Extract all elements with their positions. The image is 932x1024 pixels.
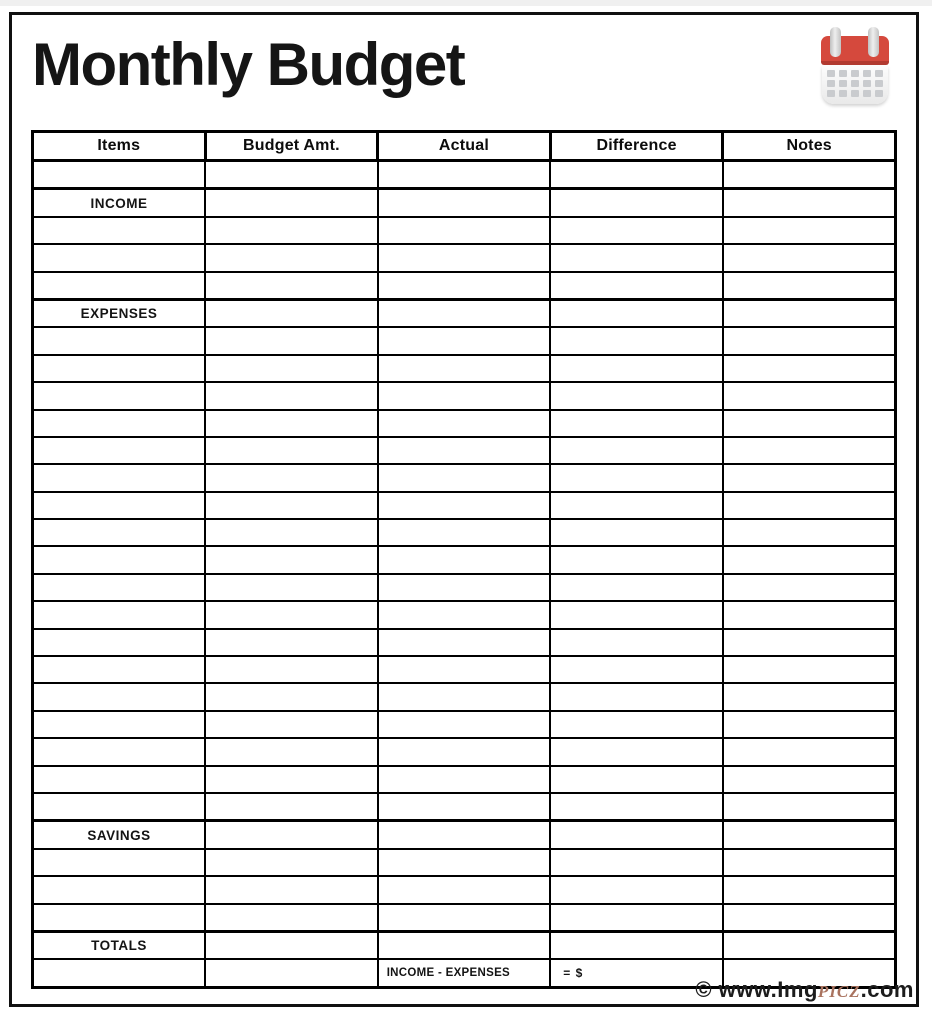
blank-cell [205, 299, 378, 327]
blank-cell [33, 492, 206, 519]
blank-cell [205, 574, 378, 601]
blank-cell [33, 876, 206, 903]
calendar-grid [827, 70, 883, 97]
blank-cell [550, 492, 723, 519]
blank-cell [205, 849, 378, 876]
blank-cell [550, 464, 723, 491]
blank-cell [205, 519, 378, 546]
blank-cell [33, 546, 206, 573]
blank-cell [378, 629, 551, 656]
calendar-grid-square [827, 80, 835, 87]
blank-cell [723, 793, 896, 821]
blank-cell [723, 738, 896, 765]
blank-cell [723, 437, 896, 464]
blank-cell [378, 683, 551, 710]
formula-cell: INCOME - EXPENSES [378, 959, 551, 987]
blank-cell [378, 546, 551, 573]
blank-cell [205, 382, 378, 409]
blank-cell [33, 683, 206, 710]
blank-cell [550, 766, 723, 793]
blank-cell [378, 574, 551, 601]
blank-cell [33, 849, 206, 876]
blank-cell [205, 629, 378, 656]
table-row [33, 738, 896, 765]
header-cell-difference: Difference [550, 132, 723, 161]
table-row [33, 519, 896, 546]
blank-cell [550, 161, 723, 189]
blank-cell [723, 766, 896, 793]
formula-cell: = $ [550, 959, 723, 987]
calendar-grid-square [875, 70, 883, 77]
table-row [33, 492, 896, 519]
watermark [695, 977, 914, 1003]
blank-cell [723, 629, 896, 656]
section-label-cell: TOTALS [33, 931, 206, 959]
calendar-grid-square [863, 70, 871, 77]
blank-cell [378, 849, 551, 876]
blank-cell [33, 244, 206, 271]
blank-cell [205, 821, 378, 849]
blank-cell [33, 574, 206, 601]
blank-cell [378, 464, 551, 491]
blank-cell [205, 189, 378, 217]
calendar-grid-square [863, 90, 871, 97]
table-row [33, 437, 896, 464]
calendar-grid-square [827, 90, 835, 97]
blank-cell [33, 738, 206, 765]
table-header-row [33, 132, 896, 161]
blank-cell [205, 793, 378, 821]
calendar-pin-left [830, 27, 841, 57]
blank-cell [378, 793, 551, 821]
calendar-grid-square [827, 70, 835, 77]
blank-cell [723, 601, 896, 628]
blank-cell [33, 410, 206, 437]
blank-cell [550, 189, 723, 217]
blank-cell [550, 711, 723, 738]
blank-cell [723, 327, 896, 354]
table-row [33, 849, 896, 876]
watermark-brand: PICZ [817, 982, 861, 1001]
blank-cell [33, 272, 206, 300]
blank-cell [378, 272, 551, 300]
calendar-icon [821, 27, 889, 105]
blank-cell [33, 793, 206, 821]
blank-cell [550, 217, 723, 244]
section-label-cell: EXPENSES [33, 299, 206, 327]
blank-cell [205, 683, 378, 710]
table-row [33, 711, 896, 738]
blank-cell [378, 601, 551, 628]
blank-cell [378, 738, 551, 765]
blank-cell [33, 161, 206, 189]
budget-table [31, 130, 897, 989]
page-title: Monthly Budget [32, 31, 465, 98]
blank-cell [723, 904, 896, 932]
blank-cell [205, 244, 378, 271]
blank-cell [723, 711, 896, 738]
table-row [33, 189, 896, 217]
table-row [33, 546, 896, 573]
blank-cell [205, 546, 378, 573]
blank-cell [723, 189, 896, 217]
table-header [33, 132, 896, 161]
blank-cell [378, 876, 551, 903]
blank-cell [723, 244, 896, 271]
blank-cell [723, 299, 896, 327]
scan-edge-strip [0, 0, 932, 6]
table-row [33, 793, 896, 821]
header-cell-budget-amt: Budget Amt. [205, 132, 378, 161]
blank-cell [723, 382, 896, 409]
table-row [33, 656, 896, 683]
calendar-body [822, 65, 888, 104]
blank-cell [723, 492, 896, 519]
blank-cell [33, 327, 206, 354]
blank-cell [723, 272, 896, 300]
blank-cell [550, 931, 723, 959]
table-row [33, 601, 896, 628]
blank-cell [550, 272, 723, 300]
blank-cell [205, 492, 378, 519]
blank-cell [378, 904, 551, 932]
blank-cell [33, 601, 206, 628]
blank-cell [550, 738, 723, 765]
blank-cell [205, 904, 378, 932]
blank-cell [550, 437, 723, 464]
blank-cell [205, 738, 378, 765]
table-row [33, 161, 896, 189]
blank-cell [205, 766, 378, 793]
blank-cell [378, 382, 551, 409]
blank-cell [550, 683, 723, 710]
blank-cell [378, 437, 551, 464]
blank-cell [33, 629, 206, 656]
blank-cell [205, 327, 378, 354]
table-row [33, 272, 896, 300]
blank-cell [723, 217, 896, 244]
watermark-suffix: .com [860, 977, 914, 1002]
blank-cell [378, 766, 551, 793]
blank-cell [33, 217, 206, 244]
blank-cell [723, 574, 896, 601]
blank-cell [378, 492, 551, 519]
table-row [33, 931, 896, 959]
calendar-grid-square [863, 80, 871, 87]
table-row [33, 464, 896, 491]
header-cell-notes: Notes [723, 132, 896, 161]
calendar-grid-square [851, 90, 859, 97]
blank-cell [205, 437, 378, 464]
blank-cell [550, 299, 723, 327]
section-label-cell: SAVINGS [33, 821, 206, 849]
table-row [33, 217, 896, 244]
header-cell-items: Items [33, 132, 206, 161]
table-row [33, 683, 896, 710]
table-row [33, 299, 896, 327]
blank-cell [550, 656, 723, 683]
blank-cell [550, 355, 723, 382]
blank-cell [550, 244, 723, 271]
blank-cell [378, 327, 551, 354]
blank-cell [550, 519, 723, 546]
blank-cell [550, 601, 723, 628]
blank-cell [378, 217, 551, 244]
blank-cell [378, 189, 551, 217]
table-row [33, 904, 896, 932]
calendar-grid-square [875, 90, 883, 97]
table-row [33, 355, 896, 382]
blank-cell [205, 410, 378, 437]
blank-cell [378, 656, 551, 683]
blank-cell [550, 821, 723, 849]
blank-cell [723, 821, 896, 849]
blank-cell [205, 601, 378, 628]
calendar-grid-square [851, 80, 859, 87]
blank-cell [550, 876, 723, 903]
blank-cell [378, 821, 551, 849]
calendar-grid-square [839, 90, 847, 97]
blank-cell [723, 464, 896, 491]
table-row [33, 574, 896, 601]
blank-cell [378, 519, 551, 546]
blank-cell [205, 876, 378, 903]
table-row [33, 382, 896, 409]
blank-cell [723, 546, 896, 573]
table-row [33, 876, 896, 903]
blank-cell [378, 711, 551, 738]
calendar-grid-square [875, 80, 883, 87]
blank-cell [33, 437, 206, 464]
blank-cell [205, 711, 378, 738]
blank-cell [723, 876, 896, 903]
blank-cell [378, 244, 551, 271]
blank-cell [723, 656, 896, 683]
blank-cell [378, 299, 551, 327]
blank-cell [723, 931, 896, 959]
blank-cell [205, 464, 378, 491]
blank-cell [205, 931, 378, 959]
blank-cell [550, 546, 723, 573]
blank-cell [33, 464, 206, 491]
table-row [33, 629, 896, 656]
calendar-grid-square [839, 80, 847, 87]
table-row [33, 410, 896, 437]
watermark-prefix: © www.Img [695, 977, 818, 1002]
blank-cell [33, 904, 206, 932]
blank-cell [33, 656, 206, 683]
blank-cell [550, 849, 723, 876]
table-row [33, 327, 896, 354]
blank-cell [550, 382, 723, 409]
blank-cell [550, 904, 723, 932]
blank-cell [33, 766, 206, 793]
blank-cell [723, 683, 896, 710]
blank-cell [33, 519, 206, 546]
blank-cell [33, 711, 206, 738]
table-row [33, 244, 896, 271]
blank-cell [33, 355, 206, 382]
blank-cell [378, 410, 551, 437]
blank-cell [205, 656, 378, 683]
blank-cell [205, 355, 378, 382]
table-row [33, 766, 896, 793]
section-label-cell: INCOME [33, 189, 206, 217]
blank-cell [723, 849, 896, 876]
blank-cell [378, 161, 551, 189]
table-row [33, 821, 896, 849]
blank-cell [550, 327, 723, 354]
blank-cell [723, 161, 896, 189]
blank-cell [378, 355, 551, 382]
blank-cell [550, 793, 723, 821]
blank-cell [33, 959, 206, 987]
budget-table-body [33, 161, 896, 988]
blank-cell [723, 410, 896, 437]
blank-cell [550, 574, 723, 601]
blank-cell [205, 217, 378, 244]
calendar-grid-square [851, 70, 859, 77]
calendar-pin-right [868, 27, 879, 57]
blank-cell [550, 629, 723, 656]
blank-cell [378, 931, 551, 959]
blank-cell [33, 382, 206, 409]
blank-cell [205, 272, 378, 300]
header-cell-actual: Actual [378, 132, 551, 161]
calendar-grid-square [839, 70, 847, 77]
blank-cell [723, 355, 896, 382]
blank-cell [205, 959, 378, 987]
blank-cell [723, 519, 896, 546]
blank-cell [205, 161, 378, 189]
blank-cell [550, 410, 723, 437]
